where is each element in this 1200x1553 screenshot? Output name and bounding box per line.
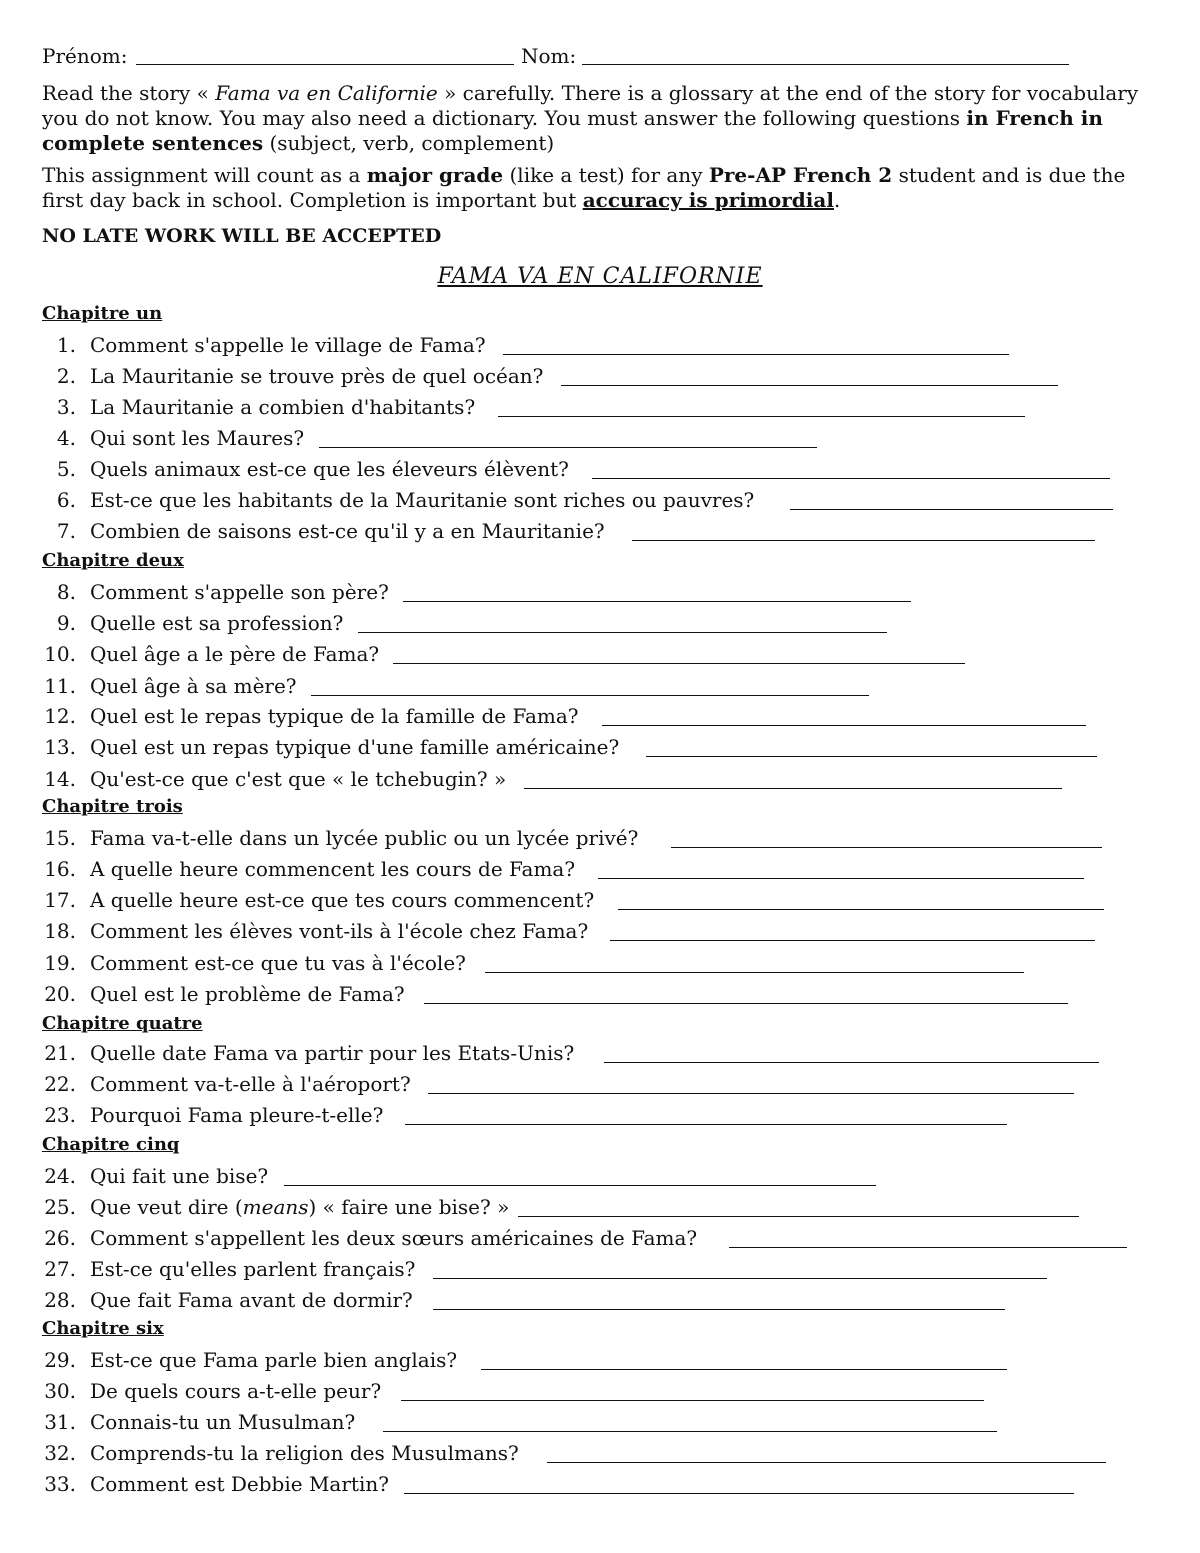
answer-line[interactable] <box>524 788 1062 789</box>
prenom-label: Prénom: <box>42 44 128 68</box>
question-text: La Mauritanie a combien d'habitants? <box>90 395 476 419</box>
question-number: 30. <box>44 1379 76 1403</box>
question-text: Quel est un repas typique d'une famille américaine? <box>90 735 620 759</box>
answer-line[interactable] <box>498 416 1025 417</box>
story-title: FAMA VA EN CALIFORNIE <box>437 264 763 289</box>
instructions-paragraph-1: Read the story « Fama va en Californie » carefully. There is a glossary at the end of the story for vocabulary you do not know. You may also need a dictionary. You must answer the following questions in French in complete sentences (subject, verb, complement) <box>42 81 1139 155</box>
question-text: Qui sont les Maures? <box>90 426 305 450</box>
answer-line[interactable] <box>401 1400 984 1401</box>
answer-line[interactable] <box>319 447 817 448</box>
question-text: A quelle heure est-ce que tes cours commencent? <box>90 888 595 912</box>
answer-line[interactable] <box>604 1062 1099 1063</box>
question-text: Quelle est sa profession? <box>90 611 344 635</box>
nom-label: Nom: <box>521 44 577 68</box>
question-number: 19. <box>44 951 76 975</box>
answer-line[interactable] <box>646 756 1097 757</box>
question-number: 2. <box>56 364 76 388</box>
question-text: Quels animaux est-ce que les éleveurs élèvent? <box>90 457 569 481</box>
question-text: Comment les élèves vont-ils à l'école chez Fama? <box>90 919 589 943</box>
question-number: 32. <box>44 1441 76 1465</box>
question-text: Comment est-ce que tu vas à l'école? <box>90 951 466 975</box>
question-text: Pourquoi Fama pleure-t-elle? <box>90 1103 384 1127</box>
question-text: Est-ce qu'elles parlent français? <box>90 1257 416 1281</box>
chapter-heading: Chapitre cinq <box>42 1134 180 1155</box>
answer-line[interactable] <box>433 1278 1047 1279</box>
question-text: Comment s'appellent les deux sœurs américaines de Fama? <box>90 1226 698 1250</box>
chapter-heading: Chapitre six <box>42 1318 164 1339</box>
prenom-answer-line[interactable] <box>136 64 514 65</box>
answer-line[interactable] <box>393 663 965 664</box>
question-number: 23. <box>44 1103 76 1127</box>
question-text: Quelle date Fama va partir pour les Etats-Unis? <box>90 1041 575 1065</box>
late-work-notice: NO LATE WORK WILL BE ACCEPTED <box>42 225 442 247</box>
question-number: 15. <box>44 826 76 850</box>
question-text: Quel âge à sa mère? <box>90 674 297 698</box>
question-text: Est-ce que les habitants de la Mauritanie sont riches ou pauvres? <box>90 488 755 512</box>
answer-line[interactable] <box>405 1124 1007 1125</box>
question-text: Combien de saisons est-ce qu'il y a en Mauritanie? <box>90 519 605 543</box>
answer-line[interactable] <box>503 354 1009 355</box>
question-number: 11. <box>44 674 76 698</box>
question-text: Comment va-t-elle à l'aéroport? <box>90 1072 411 1096</box>
answer-line[interactable] <box>424 1003 1068 1004</box>
answer-line[interactable] <box>383 1431 997 1432</box>
answer-line[interactable] <box>592 478 1110 479</box>
question-number: 17. <box>44 888 76 912</box>
chapter-heading: Chapitre deux <box>42 550 184 571</box>
question-number: 1. <box>56 333 76 357</box>
answer-line[interactable] <box>518 1216 1079 1217</box>
answer-line[interactable] <box>671 847 1102 848</box>
question-number: 7. <box>56 519 76 543</box>
answer-line[interactable] <box>632 540 1095 541</box>
question-number: 27. <box>44 1257 76 1281</box>
question-number: 13. <box>44 735 76 759</box>
answer-line[interactable] <box>729 1247 1127 1248</box>
question-number: 22. <box>44 1072 76 1096</box>
answer-line[interactable] <box>598 878 1084 879</box>
question-number: 3. <box>56 395 76 419</box>
answer-line[interactable] <box>610 940 1095 941</box>
question-number: 6. <box>56 488 76 512</box>
nom-answer-line[interactable] <box>582 64 1069 65</box>
answer-line[interactable] <box>602 725 1086 726</box>
chapter-heading: Chapitre trois <box>42 796 183 817</box>
answer-line[interactable] <box>547 1462 1106 1463</box>
answer-line[interactable] <box>618 909 1104 910</box>
question-number: 28. <box>44 1288 76 1312</box>
question-text: La Mauritanie se trouve près de quel océan? <box>90 364 544 388</box>
question-text: Qu'est-ce que c'est que « le tchebugin? » <box>90 767 507 791</box>
answer-line[interactable] <box>485 972 1024 973</box>
answer-line[interactable] <box>358 632 887 633</box>
question-text: Connais-tu un Musulman? <box>90 1410 356 1434</box>
answer-line[interactable] <box>311 695 869 696</box>
question-number: 29. <box>44 1348 76 1372</box>
question-number: 18. <box>44 919 76 943</box>
question-number: 31. <box>44 1410 76 1434</box>
question-text: Que veut dire (means) « faire une bise? » <box>90 1195 510 1219</box>
question-text: Fama va-t-elle dans un lycée public ou un lycée privé? <box>90 826 639 850</box>
question-number: 33. <box>44 1472 76 1496</box>
question-number: 21. <box>44 1041 76 1065</box>
question-text: Comment s'appelle son père? <box>90 580 389 604</box>
question-number: 9. <box>56 611 76 635</box>
answer-line[interactable] <box>433 1309 1005 1310</box>
question-text: Comprends-tu la religion des Musulmans? <box>90 1441 519 1465</box>
answer-line[interactable] <box>481 1369 1007 1370</box>
question-number: 12. <box>44 704 76 728</box>
question-number: 20. <box>44 982 76 1006</box>
question-number: 24. <box>44 1164 76 1188</box>
question-text: A quelle heure commencent les cours de Fama? <box>90 857 576 881</box>
question-text: Comment est Debbie Martin? <box>90 1472 389 1496</box>
question-text: Qui fait une bise? <box>90 1164 269 1188</box>
question-number: 4. <box>56 426 76 450</box>
answer-line[interactable] <box>404 1493 1074 1494</box>
question-number: 16. <box>44 857 76 881</box>
question-text: Est-ce que Fama parle bien anglais? <box>90 1348 458 1372</box>
question-text: Quel est le problème de Fama? <box>90 982 405 1006</box>
answer-line[interactable] <box>284 1185 876 1186</box>
chapter-heading: Chapitre un <box>42 303 163 324</box>
answer-line[interactable] <box>428 1093 1074 1094</box>
question-number: 14. <box>44 767 76 791</box>
question-number: 26. <box>44 1226 76 1250</box>
question-text: Quel est le repas typique de la famille de Fama? <box>90 704 579 728</box>
answer-line[interactable] <box>403 601 911 602</box>
question-number: 25. <box>44 1195 76 1219</box>
question-number: 8. <box>56 580 76 604</box>
answer-line[interactable] <box>561 385 1058 386</box>
question-number: 5. <box>56 457 76 481</box>
question-text: De quels cours a-t-elle peur? <box>90 1379 382 1403</box>
question-text: Que fait Fama avant de dormir? <box>90 1288 413 1312</box>
question-text: Quel âge a le père de Fama? <box>90 642 380 666</box>
answer-line[interactable] <box>790 509 1113 510</box>
instructions-paragraph-2: This assignment will count as a major grade (like a test) for any Pre-AP French 2 student and is due the first day back in school. Completion is important but accuracy is primordial. <box>42 163 1126 212</box>
chapter-heading: Chapitre quatre <box>42 1013 203 1034</box>
question-text: Comment s'appelle le village de Fama? <box>90 333 486 357</box>
question-number: 10. <box>44 642 76 666</box>
